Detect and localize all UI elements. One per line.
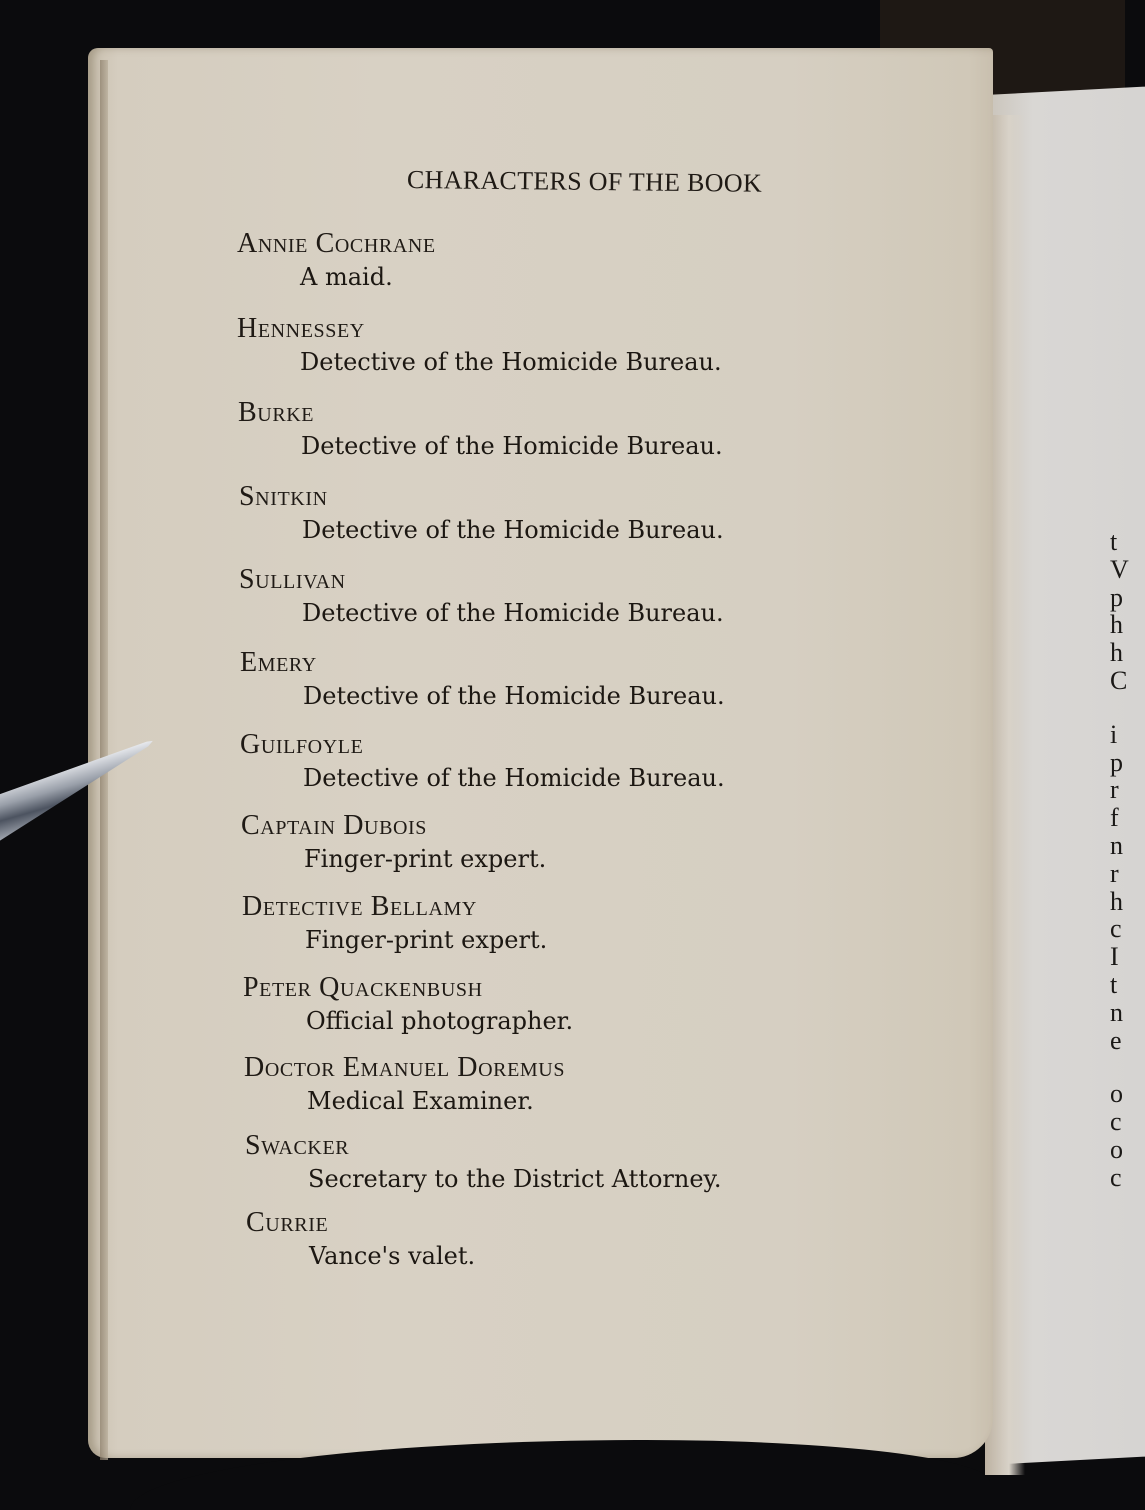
character-name: Snitkin [239,481,328,512]
facing-page-letter: p [1110,747,1123,777]
facing-page-letter: h [1110,638,1123,668]
character-entry [243,972,573,1038]
facing-page-letter: C [1110,665,1128,695]
character-name: Guilfoyle [240,729,364,760]
character-entry [246,1207,475,1273]
character-name: Currie [246,1207,329,1238]
character-entry [237,313,722,379]
character-role: Detective of the Homicide Bureau. [301,432,723,460]
character-entry [238,397,723,463]
page-heading: CHARACTERS OF THE BOOK [406,165,763,198]
character-role: Detective of the Homicide Bureau. [303,682,725,710]
character-role: Medical Examiner. [307,1087,534,1115]
character-name: Emery [240,647,317,678]
facing-page-letter: h [1110,610,1123,640]
facing-page-letter: r [1110,858,1119,888]
character-entry [239,481,724,547]
character-role: Vance's valet. [309,1242,476,1270]
character-role: Detective of the Homicide Bureau. [303,764,725,792]
character-role: Detective of the Homicide Bureau. [302,516,724,544]
facing-page-letter: e [1110,1025,1122,1055]
character-name: Detective Bellamy [242,891,477,922]
facing-page-letter: c [1110,914,1122,944]
facing-page-letter: I [1110,942,1119,972]
character-entry [245,1130,722,1196]
character-entry [237,228,436,294]
facing-page-letter: c [1110,1107,1122,1137]
character-name: Swacker [245,1130,350,1161]
character-entry [240,647,725,713]
facing-page-letter: i [1110,719,1118,749]
character-role: Official photographer. [306,1007,574,1035]
character-name: Doctor Emanuel Doremus [244,1052,566,1083]
character-role: A maid. [300,263,393,291]
character-role: Detective of the Homicide Bureau. [302,599,724,627]
character-role: Finger-print expert. [305,926,548,954]
facing-page-letter: r [1110,775,1119,805]
character-name: Burke [238,397,315,428]
facing-page-letter: V [1110,554,1129,584]
character-entry [240,729,725,795]
facing-page-letter: o [1110,1079,1123,1109]
facing-page-letter: f [1110,803,1119,833]
facing-page-letter: n [1110,830,1123,860]
facing-page-letter: h [1110,886,1123,916]
facing-page-letter: n [1110,997,1123,1027]
character-role: Secretary to the District Attorney. [308,1165,722,1193]
character-entry [244,1052,565,1118]
facing-page-letter: p [1110,582,1123,612]
character-role: Detective of the Homicide Bureau. [300,348,722,376]
facing-page-letter: t [1110,969,1118,999]
character-entry [242,891,547,957]
facing-page-letter: c [1110,1162,1122,1192]
character-name: Sullivan [239,564,346,595]
facing-page-letter: o [1110,1134,1123,1164]
character-name: Annie Cochrane [237,228,436,259]
facing-page-letter: t [1110,527,1118,556]
character-role: Finger-print expert. [304,845,547,873]
character-entry [241,810,546,876]
character-name: Peter Quackenbush [243,972,483,1003]
character-name: Hennessey [237,313,365,344]
character-entry [239,564,724,630]
character-name: Captain Dubois [241,810,428,841]
